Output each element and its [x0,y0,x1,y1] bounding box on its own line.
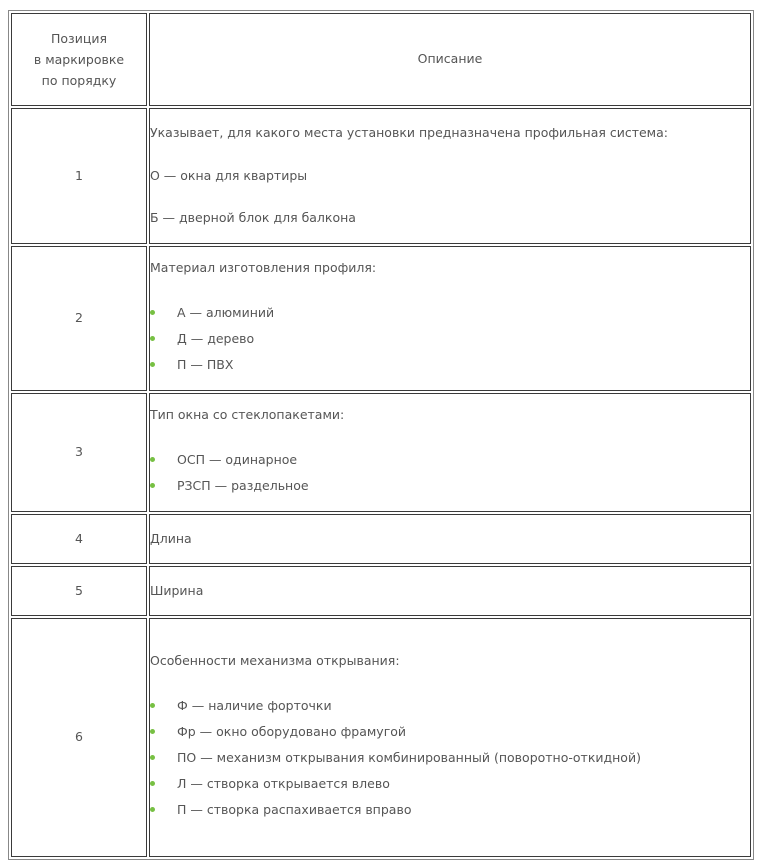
list-item-text: Д — дерево [177,330,255,346]
list-item-text: РЗСП — раздельное [177,477,309,493]
position-cell: 1 [11,108,147,244]
description-cell [149,393,751,512]
list-item-text: П — ПВХ [177,356,234,372]
list-item-text: ПО — механизм открывания комбинированный (поворотно-откидной) [177,749,641,765]
description-paragraph: О — окна для квартиры [150,167,308,183]
list-item-text: А — алюминий [177,304,275,320]
list-item-text: Л — створка открывается влево [177,775,390,791]
list-item-text: Фр — окно оборудовано фрамугой [177,723,407,739]
list-item [150,693,750,719]
description-cell [149,514,751,564]
bullet-icon [150,807,155,812]
list-item [150,447,750,473]
list-item [150,473,750,499]
description-cell [149,618,751,857]
list-item [150,326,750,352]
bullet-list [150,693,750,823]
description-cell [149,246,751,391]
list-item [150,797,750,823]
list-item-text: П — створка распахивается вправо [177,801,412,817]
header-position-line: Позиция [51,31,107,46]
marking-table [8,10,754,860]
bullet-list [150,447,750,499]
position-cell: 5 [11,566,147,616]
bullet-icon [150,703,155,708]
table-row [11,566,751,616]
bullet-icon [150,755,155,760]
header-position-line: в маркировке [33,52,125,67]
bullet-icon [150,336,155,341]
description-cell [149,566,751,616]
description-intro: Особенности механизма открывания: [150,653,400,669]
table-row [11,618,751,857]
bullet-icon [150,457,155,462]
list-item [150,300,750,326]
list-item [150,719,750,745]
bullet-icon [150,729,155,734]
list-item-text: Ф — наличие форточки [177,697,332,713]
table-row [11,393,751,512]
position-cell: 3 [11,393,147,512]
header-position-line: по порядку [41,73,117,88]
header-description-cell: Описание [149,13,751,106]
position-cell: 4 [11,514,147,564]
description-intro: Материал изготовления профиля: [150,260,377,276]
description-intro: Тип окна со стеклопакетами: [150,407,345,423]
table-row [11,246,751,391]
list-item [150,352,750,378]
bullet-icon [150,483,155,488]
table-row [11,108,751,244]
description-cell [149,108,751,244]
list-item [150,745,750,771]
header-position-cell [11,13,147,106]
bullet-icon [150,362,155,367]
marking-table-wrapper [8,10,754,860]
table-row [11,514,751,564]
position-cell: 6 [11,618,147,857]
bullet-list [150,300,750,378]
description-intro: Указывает, для какого места установки предназначена профильная система: [150,124,668,140]
description-intro: Длина [150,530,192,546]
table-header-row [11,13,751,106]
list-item-text: ОСП — одинарное [177,451,298,467]
description-intro: Ширина [150,582,204,598]
bullet-icon [150,310,155,315]
description-paragraph: Б — дверной блок для балкона [150,210,356,226]
bullet-icon [150,781,155,786]
list-item [150,771,750,797]
position-cell: 2 [11,246,147,391]
